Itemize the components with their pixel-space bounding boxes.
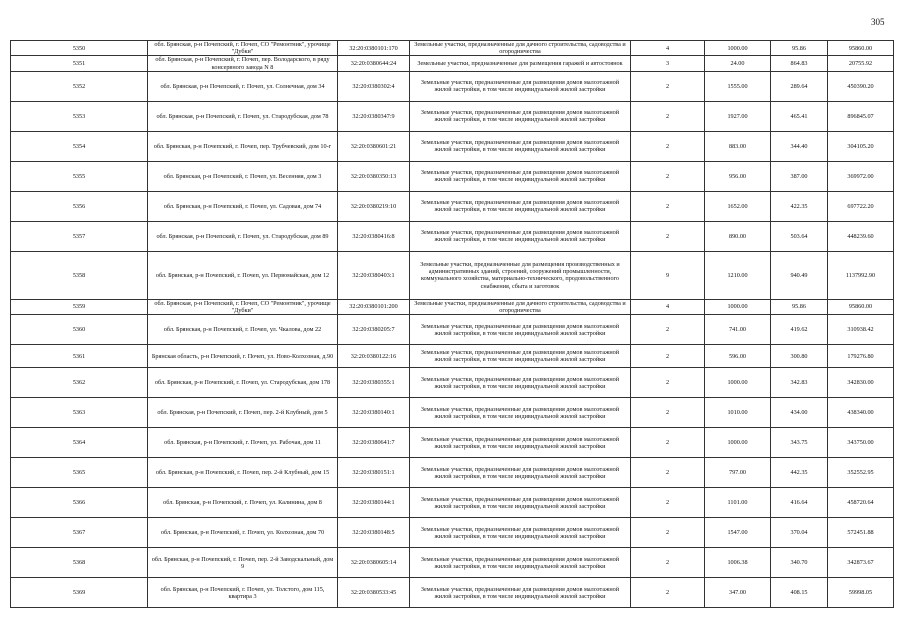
group-cell: 9 — [631, 251, 705, 299]
row-number-cell: 5361 — [11, 345, 148, 368]
cadastral-number-cell: 32:20:0380140:1 — [338, 398, 410, 428]
specific-value-cell: 340.70 — [771, 548, 828, 578]
cadastral-number-cell: 32:20:0380605:14 — [338, 548, 410, 578]
address-cell: обл. Брянская, р-н Почепский, г. Почеп, пер. 2-й Клубный, дом 15 — [148, 458, 338, 488]
cadastral-number-cell: 32:20:0380403:1 — [338, 251, 410, 299]
cadastral-value-cell: 572451.88 — [828, 518, 894, 548]
cadastral-number-cell: 32:20:0380533:45 — [338, 578, 410, 608]
address-cell: обл. Брянская, р-н Почепский, г. Почеп, ул. Рабочая, дом 11 — [148, 428, 338, 458]
specific-value-cell: 95.86 — [771, 41, 828, 56]
row-number-cell: 5366 — [11, 488, 148, 518]
row-number-cell: 5368 — [11, 548, 148, 578]
row-number-cell: 5362 — [11, 368, 148, 398]
specific-value-cell: 344.40 — [771, 131, 828, 161]
table-row — [11, 488, 894, 518]
group-cell: 2 — [631, 315, 705, 345]
cadastral-number-cell: 32:20:0380347:9 — [338, 101, 410, 131]
specific-value-cell: 434.00 — [771, 398, 828, 428]
group-cell: 2 — [631, 71, 705, 101]
area-cell: 1000.00 — [705, 41, 771, 56]
specific-value-cell: 864.83 — [771, 56, 828, 71]
group-cell: 2 — [631, 428, 705, 458]
address-cell: обл. Брянская, р-н Почепский, г. Почеп, пер. 2-й Заводскальный, дом 9 — [148, 548, 338, 578]
land-use-cell: Земельные участки, предназначенные для дачного строительства, садоводства и огородничества — [410, 41, 631, 56]
cadastral-value-cell: 343750.00 — [828, 428, 894, 458]
table-row — [11, 161, 894, 191]
cadastral-number-cell: 32:20:0380644:24 — [338, 56, 410, 71]
land-use-cell: Земельные участки, предназначенные для размещения домов малоэтажной жилой застройки, в том числе индивидуальной жилой застройки — [410, 578, 631, 608]
group-cell: 2 — [631, 345, 705, 368]
cadastral-value-cell: 448239.60 — [828, 221, 894, 251]
group-cell: 2 — [631, 131, 705, 161]
area-cell: 1101.00 — [705, 488, 771, 518]
table-row — [11, 398, 894, 428]
land-use-cell: Земельные участки, предназначенные для размещения производственных и административных зданий, строений, сооружений промышленности, коммунального хозяйства, материально-технического, продовольственного снабжения, сбыта и заготовок — [410, 251, 631, 299]
address-cell: обл. Брянская, р-н Почепский, г. Почеп, ул. Чкалова, дом 22 — [148, 315, 338, 345]
land-use-cell: Земельные участки, предназначенные для размещения домов малоэтажной жилой застройки, в том числе индивидуальной жилой застройки — [410, 428, 631, 458]
address-cell: обл. Брянская, р-н Почепский, г. Почеп, ул. Солнечная, дом 34 — [148, 71, 338, 101]
table-row — [11, 368, 894, 398]
area-cell: 1210.00 — [705, 251, 771, 299]
area-cell: 1555.00 — [705, 71, 771, 101]
specific-value-cell: 342.83 — [771, 368, 828, 398]
specific-value-cell: 408.15 — [771, 578, 828, 608]
land-use-cell: Земельные участки, предназначенные для размещения домов малоэтажной жилой застройки, в том числе индивидуальной жилой застройки — [410, 101, 631, 131]
address-cell: обл. Брянская, р-н Почепский, г. Почеп, ул. Стародубская, дом 178 — [148, 368, 338, 398]
land-use-cell: Земельные участки, предназначенные для размещения домов малоэтажной жилой застройки, в том числе индивидуальной жилой застройки — [410, 488, 631, 518]
land-use-cell: Земельные участки, предназначенные для размещения домов малоэтажной жилой застройки, в том числе индивидуальной жилой застройки — [410, 191, 631, 221]
table-row — [11, 428, 894, 458]
land-use-cell: Земельные участки, предназначенные для размещения домов малоэтажной жилой застройки, в том числе индивидуальной жилой застройки — [410, 345, 631, 368]
area-cell: 1010.00 — [705, 398, 771, 428]
land-use-cell: Земельные участки, предназначенные для размещения домов малоэтажной жилой застройки, в том числе индивидуальной жилой застройки — [410, 71, 631, 101]
address-cell: обл. Брянская, р-н Почепский, г. Почеп, ул. Толстого, дом 115, квартира 3 — [148, 578, 338, 608]
group-cell: 3 — [631, 56, 705, 71]
specific-value-cell: 422.35 — [771, 191, 828, 221]
cadastral-value-cell: 896845.07 — [828, 101, 894, 131]
table-row — [11, 518, 894, 548]
group-cell: 2 — [631, 518, 705, 548]
land-use-cell: Земельные участки, предназначенные для размещения домов малоэтажной жилой застройки, в том числе индивидуальной жилой застройки — [410, 548, 631, 578]
table-row — [11, 458, 894, 488]
area-cell: 1000.00 — [705, 428, 771, 458]
address-cell: обл. Брянская, р-н Почепский, г. Почеп, ул. Колхозная, дом 70 — [148, 518, 338, 548]
address-cell: обл. Брянская, р-н Почепский, г. Почеп, пер. Трубчевский, дом 10-г — [148, 131, 338, 161]
area-cell: 1927.00 — [705, 101, 771, 131]
area-cell: 1000.00 — [705, 368, 771, 398]
cadastral-number-cell: 32:20:0380416:8 — [338, 221, 410, 251]
cadastral-value-cell: 95860.00 — [828, 299, 894, 314]
row-number-cell: 5357 — [11, 221, 148, 251]
area-cell: 347.00 — [705, 578, 771, 608]
table-row — [11, 101, 894, 131]
group-cell: 2 — [631, 368, 705, 398]
area-cell: 1000.00 — [705, 299, 771, 314]
group-cell: 2 — [631, 578, 705, 608]
area-cell: 1652.00 — [705, 191, 771, 221]
land-registry-table — [10, 40, 894, 608]
land-use-cell: Земельные участки, предназначенные для размещения домов малоэтажной жилой застройки, в том числе индивидуальной жилой застройки — [410, 458, 631, 488]
cadastral-value-cell: 458720.64 — [828, 488, 894, 518]
row-number-cell: 5356 — [11, 191, 148, 221]
land-use-cell: Земельные участки, предназначенные для дачного строительства, садоводства и огородничества — [410, 299, 631, 314]
group-cell: 2 — [631, 161, 705, 191]
cadastral-value-cell: 59998.05 — [828, 578, 894, 608]
area-cell: 1006.38 — [705, 548, 771, 578]
land-use-cell: Земельные участки, предназначенные для размещения домов малоэтажной жилой застройки, в том числе индивидуальной жилой застройки — [410, 315, 631, 345]
group-cell: 2 — [631, 458, 705, 488]
row-number-cell: 5365 — [11, 458, 148, 488]
specific-value-cell: 300.80 — [771, 345, 828, 368]
row-number-cell: 5359 — [11, 299, 148, 314]
table-row — [11, 221, 894, 251]
cadastral-number-cell: 32:20:0380302:4 — [338, 71, 410, 101]
specific-value-cell: 387.00 — [771, 161, 828, 191]
row-number-cell: 5355 — [11, 161, 148, 191]
address-cell: обл. Брянская, р-н Почепский, г. Почеп, СО "Ремонтник", урочище "Дубки" — [148, 299, 338, 314]
specific-value-cell: 940.49 — [771, 251, 828, 299]
row-number-cell: 5350 — [11, 41, 148, 56]
table-row — [11, 56, 894, 71]
address-cell: обл. Брянская, р-н Почепский, г. Почеп, ул. Калинина, дом 8 — [148, 488, 338, 518]
cadastral-value-cell: 95860.00 — [828, 41, 894, 56]
cadastral-number-cell: 32:20:0380355:1 — [338, 368, 410, 398]
cadastral-value-cell: 20755.92 — [828, 56, 894, 71]
address-cell: обл. Брянская, р-н Почепский, г. Почеп, ул. Стародубская, дом 89 — [148, 221, 338, 251]
table-row — [11, 191, 894, 221]
specific-value-cell: 343.75 — [771, 428, 828, 458]
table-row — [11, 71, 894, 101]
group-cell: 2 — [631, 221, 705, 251]
table-row — [11, 299, 894, 314]
specific-value-cell: 465.41 — [771, 101, 828, 131]
cadastral-value-cell: 1137992.90 — [828, 251, 894, 299]
row-number-cell: 5351 — [11, 56, 148, 71]
area-cell: 956.00 — [705, 161, 771, 191]
land-use-cell: Земельные участки, предназначенные для размещения домов малоэтажной жилой застройки, в том числе индивидуальной жилой застройки — [410, 398, 631, 428]
row-number-cell: 5364 — [11, 428, 148, 458]
land-use-cell: Земельные участки, предназначенные для размещения домов малоэтажной жилой застройки, в том числе индивидуальной жилой застройки — [410, 368, 631, 398]
specific-value-cell: 416.64 — [771, 488, 828, 518]
cadastral-number-cell: 32:20:0380151:1 — [338, 458, 410, 488]
cadastral-value-cell: 369972.00 — [828, 161, 894, 191]
row-number-cell: 5363 — [11, 398, 148, 428]
land-use-cell: Земельные участки, предназначенные для размещения домов малоэтажной жилой застройки, в том числе индивидуальной жилой застройки — [410, 518, 631, 548]
table-row — [11, 578, 894, 608]
address-cell: Брянская область, р-н Почепский, г. Почеп, ул. Ново-Колхозная, д.90 — [148, 345, 338, 368]
cadastral-value-cell: 438340.00 — [828, 398, 894, 428]
address-cell: обл. Брянская, р-н Почепский, г. Почеп, СО "Ремонтник", урочище "Дубки" — [148, 41, 338, 56]
land-use-cell: Земельные участки, предназначенные для размещения домов малоэтажной жилой застройки, в том числе индивидуальной жилой застройки — [410, 161, 631, 191]
specific-value-cell: 370.04 — [771, 518, 828, 548]
cadastral-number-cell: 32:20:0380601:21 — [338, 131, 410, 161]
cadastral-value-cell: 697722.20 — [828, 191, 894, 221]
group-cell: 4 — [631, 299, 705, 314]
area-cell: 890.00 — [705, 221, 771, 251]
area-cell: 797.00 — [705, 458, 771, 488]
table-row — [11, 131, 894, 161]
group-cell: 2 — [631, 191, 705, 221]
row-number-cell: 5358 — [11, 251, 148, 299]
cadastral-number-cell: 32:20:0380219:10 — [338, 191, 410, 221]
land-use-cell: Земельные участки, предназначенные для размещения гаражей и автостоянок — [410, 56, 631, 71]
row-number-cell: 5353 — [11, 101, 148, 131]
group-cell: 2 — [631, 548, 705, 578]
area-cell: 741.00 — [705, 315, 771, 345]
address-cell: обл. Брянская, р-н Почепский, г. Почеп, ул. Весенняя, дом 3 — [148, 161, 338, 191]
address-cell: обл. Брянская, р-н Почепский, г. Почеп, ул. Садовая, дом 74 — [148, 191, 338, 221]
cadastral-number-cell: 32:20:0380122:16 — [338, 345, 410, 368]
cadastral-value-cell: 352552.95 — [828, 458, 894, 488]
cadastral-number-cell: 32:20:0380101:170 — [338, 41, 410, 56]
cadastral-number-cell: 32:20:0380641:7 — [338, 428, 410, 458]
address-cell: обл. Брянская, р-н Почепский, г. Почеп, пер. 2-й Клубный, дом 5 — [148, 398, 338, 428]
group-cell: 4 — [631, 41, 705, 56]
page-number: 305 — [871, 17, 885, 27]
cadastral-number-cell: 32:20:0380101:200 — [338, 299, 410, 314]
cadastral-value-cell: 342873.67 — [828, 548, 894, 578]
specific-value-cell: 503.64 — [771, 221, 828, 251]
specific-value-cell: 419.62 — [771, 315, 828, 345]
table-row — [11, 41, 894, 56]
cadastral-value-cell: 179276.80 — [828, 345, 894, 368]
cadastral-number-cell: 32:20:0380205:7 — [338, 315, 410, 345]
cadastral-number-cell: 32:20:0380350:13 — [338, 161, 410, 191]
row-number-cell: 5352 — [11, 71, 148, 101]
land-use-cell: Земельные участки, предназначенные для размещения домов малоэтажной жилой застройки, в том числе индивидуальной жилой застройки — [410, 221, 631, 251]
specific-value-cell: 289.64 — [771, 71, 828, 101]
address-cell: обл. Брянская, р-н Почепский, г. Почеп, ул. Первомайская, дом 12 — [148, 251, 338, 299]
cadastral-value-cell: 310938.42 — [828, 315, 894, 345]
land-use-cell: Земельные участки, предназначенные для размещения домов малоэтажной жилой застройки, в том числе индивидуальной жилой застройки — [410, 131, 631, 161]
cadastral-value-cell: 342830.00 — [828, 368, 894, 398]
cadastral-value-cell: 304105.20 — [828, 131, 894, 161]
area-cell: 883.00 — [705, 131, 771, 161]
address-cell: обл. Брянская, р-н Почепский, г. Почеп, пер. Володарского, в ряду консервного завода N 8 — [148, 56, 338, 71]
row-number-cell: 5354 — [11, 131, 148, 161]
area-cell: 596.00 — [705, 345, 771, 368]
table-body — [11, 41, 894, 608]
specific-value-cell: 95.86 — [771, 299, 828, 314]
table-row — [11, 548, 894, 578]
row-number-cell: 5360 — [11, 315, 148, 345]
group-cell: 2 — [631, 488, 705, 518]
address-cell: обл. Брянская, р-н Почепский, г. Почеп, ул. Стародубская, дом 78 — [148, 101, 338, 131]
group-cell: 2 — [631, 101, 705, 131]
group-cell: 2 — [631, 398, 705, 428]
row-number-cell: 5367 — [11, 518, 148, 548]
cadastral-number-cell: 32:20:0380148:5 — [338, 518, 410, 548]
cadastral-number-cell: 32:20:0380144:1 — [338, 488, 410, 518]
table-row — [11, 251, 894, 299]
cadastral-value-cell: 450390.20 — [828, 71, 894, 101]
table-row — [11, 345, 894, 368]
area-cell: 24.00 — [705, 56, 771, 71]
table-row — [11, 315, 894, 345]
row-number-cell: 5369 — [11, 578, 148, 608]
area-cell: 1547.00 — [705, 518, 771, 548]
specific-value-cell: 442.35 — [771, 458, 828, 488]
